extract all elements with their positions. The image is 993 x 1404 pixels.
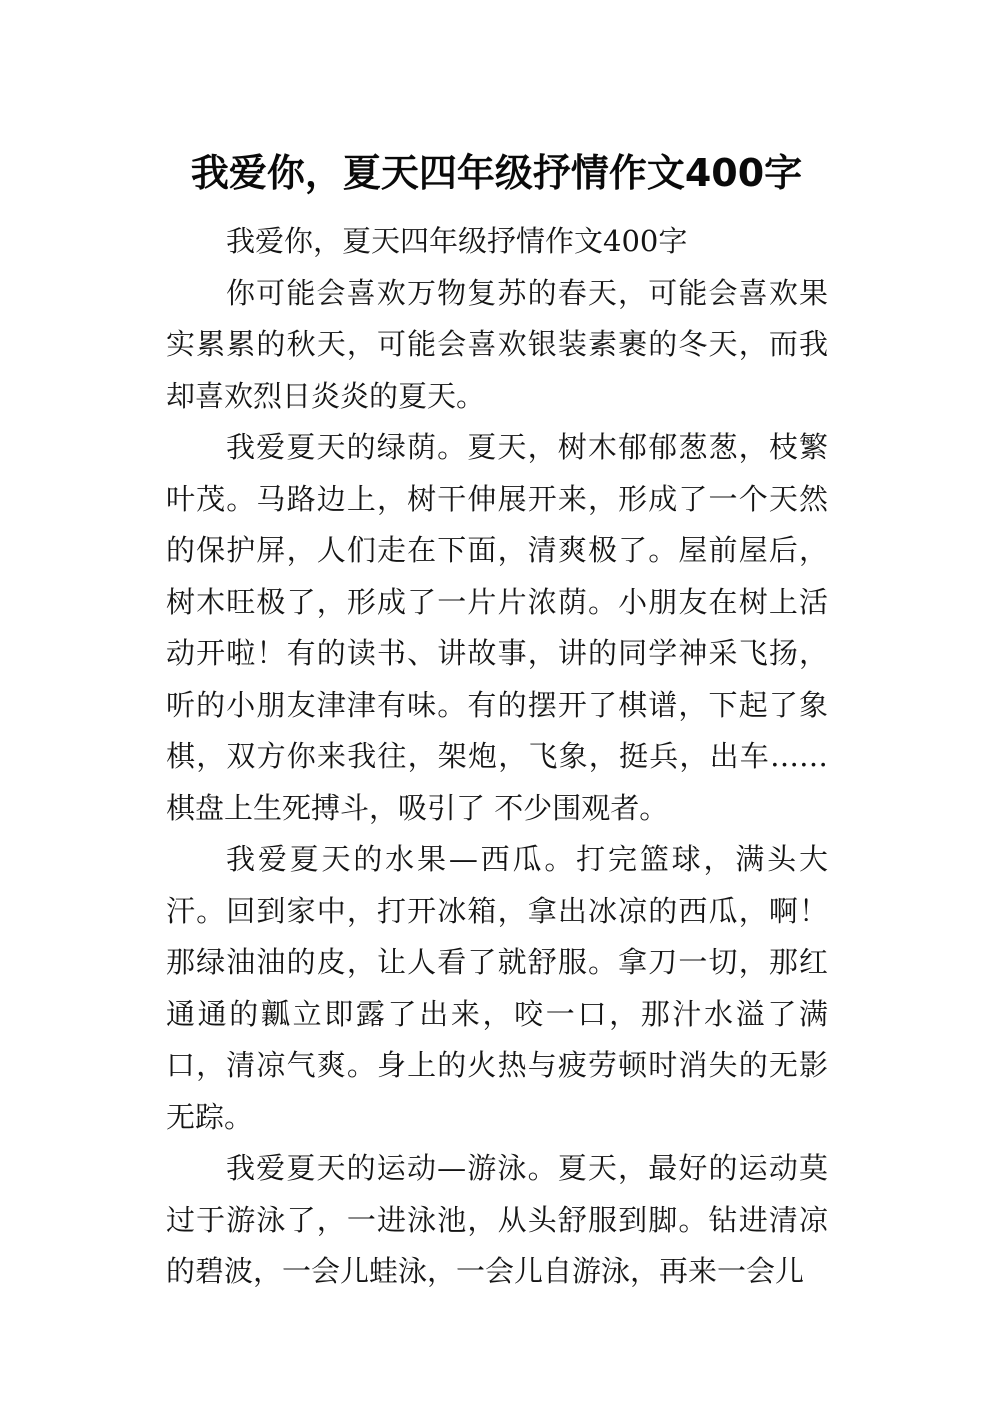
paragraph-subtitle: 我爱你，夏天四年级抒情作文400字 (226, 224, 688, 258)
paragraph-watermelon: 我爱夏天的水果—西瓜。打完篮球，满头大汗。回到家中，打开冰箱，拿出冰凉的西瓜，啊！那绿油油的皮，让人看了就舒服。拿刀一切，那红通通的瓤立即露了出来，咬一口，那汁水溢了满口，清凉气爽。身上的火热与疲劳顿时消失的无影无踪。 (166, 842, 828, 1134)
paragraph-shade: 我爱夏天的绿荫。夏天，树木郁郁葱葱，枝繁叶茂。马路边上，树干伸展开来，形成了一个天然的保护屏，人们走在下面，清爽极了。屋前屋后，树木旺极了，形成了一片片浓荫。小朋友在树上活动开啦！有的读书、讲故事，讲的同学神采飞扬，听的小朋友津津有味。有的摆开了棋谱，下起了象棋，双方你来我往，架炮，飞象，挺兵，出车……棋盘上生死搏斗，吸引了 不少围观者。 (166, 430, 828, 825)
paragraph-intro: 你可能会喜欢万物复苏的春天，可能会喜欢果实累累的秋天，可能会喜欢银装素裹的冬天，而我却喜欢烈日炎炎的夏天。 (166, 275, 828, 413)
paragraph-swimming: 我爱夏天的运动—游泳。夏天，最好的运动莫过于游泳了，一进泳池，从头舒服到脚。钻进清凉的碧波，一会儿蛙泳，一会儿自游泳，再来一会儿 (166, 1151, 828, 1288)
document-body (166, 216, 828, 1298)
document-title: 我爱你，夏天四年级抒情作文400字 (190, 151, 803, 196)
